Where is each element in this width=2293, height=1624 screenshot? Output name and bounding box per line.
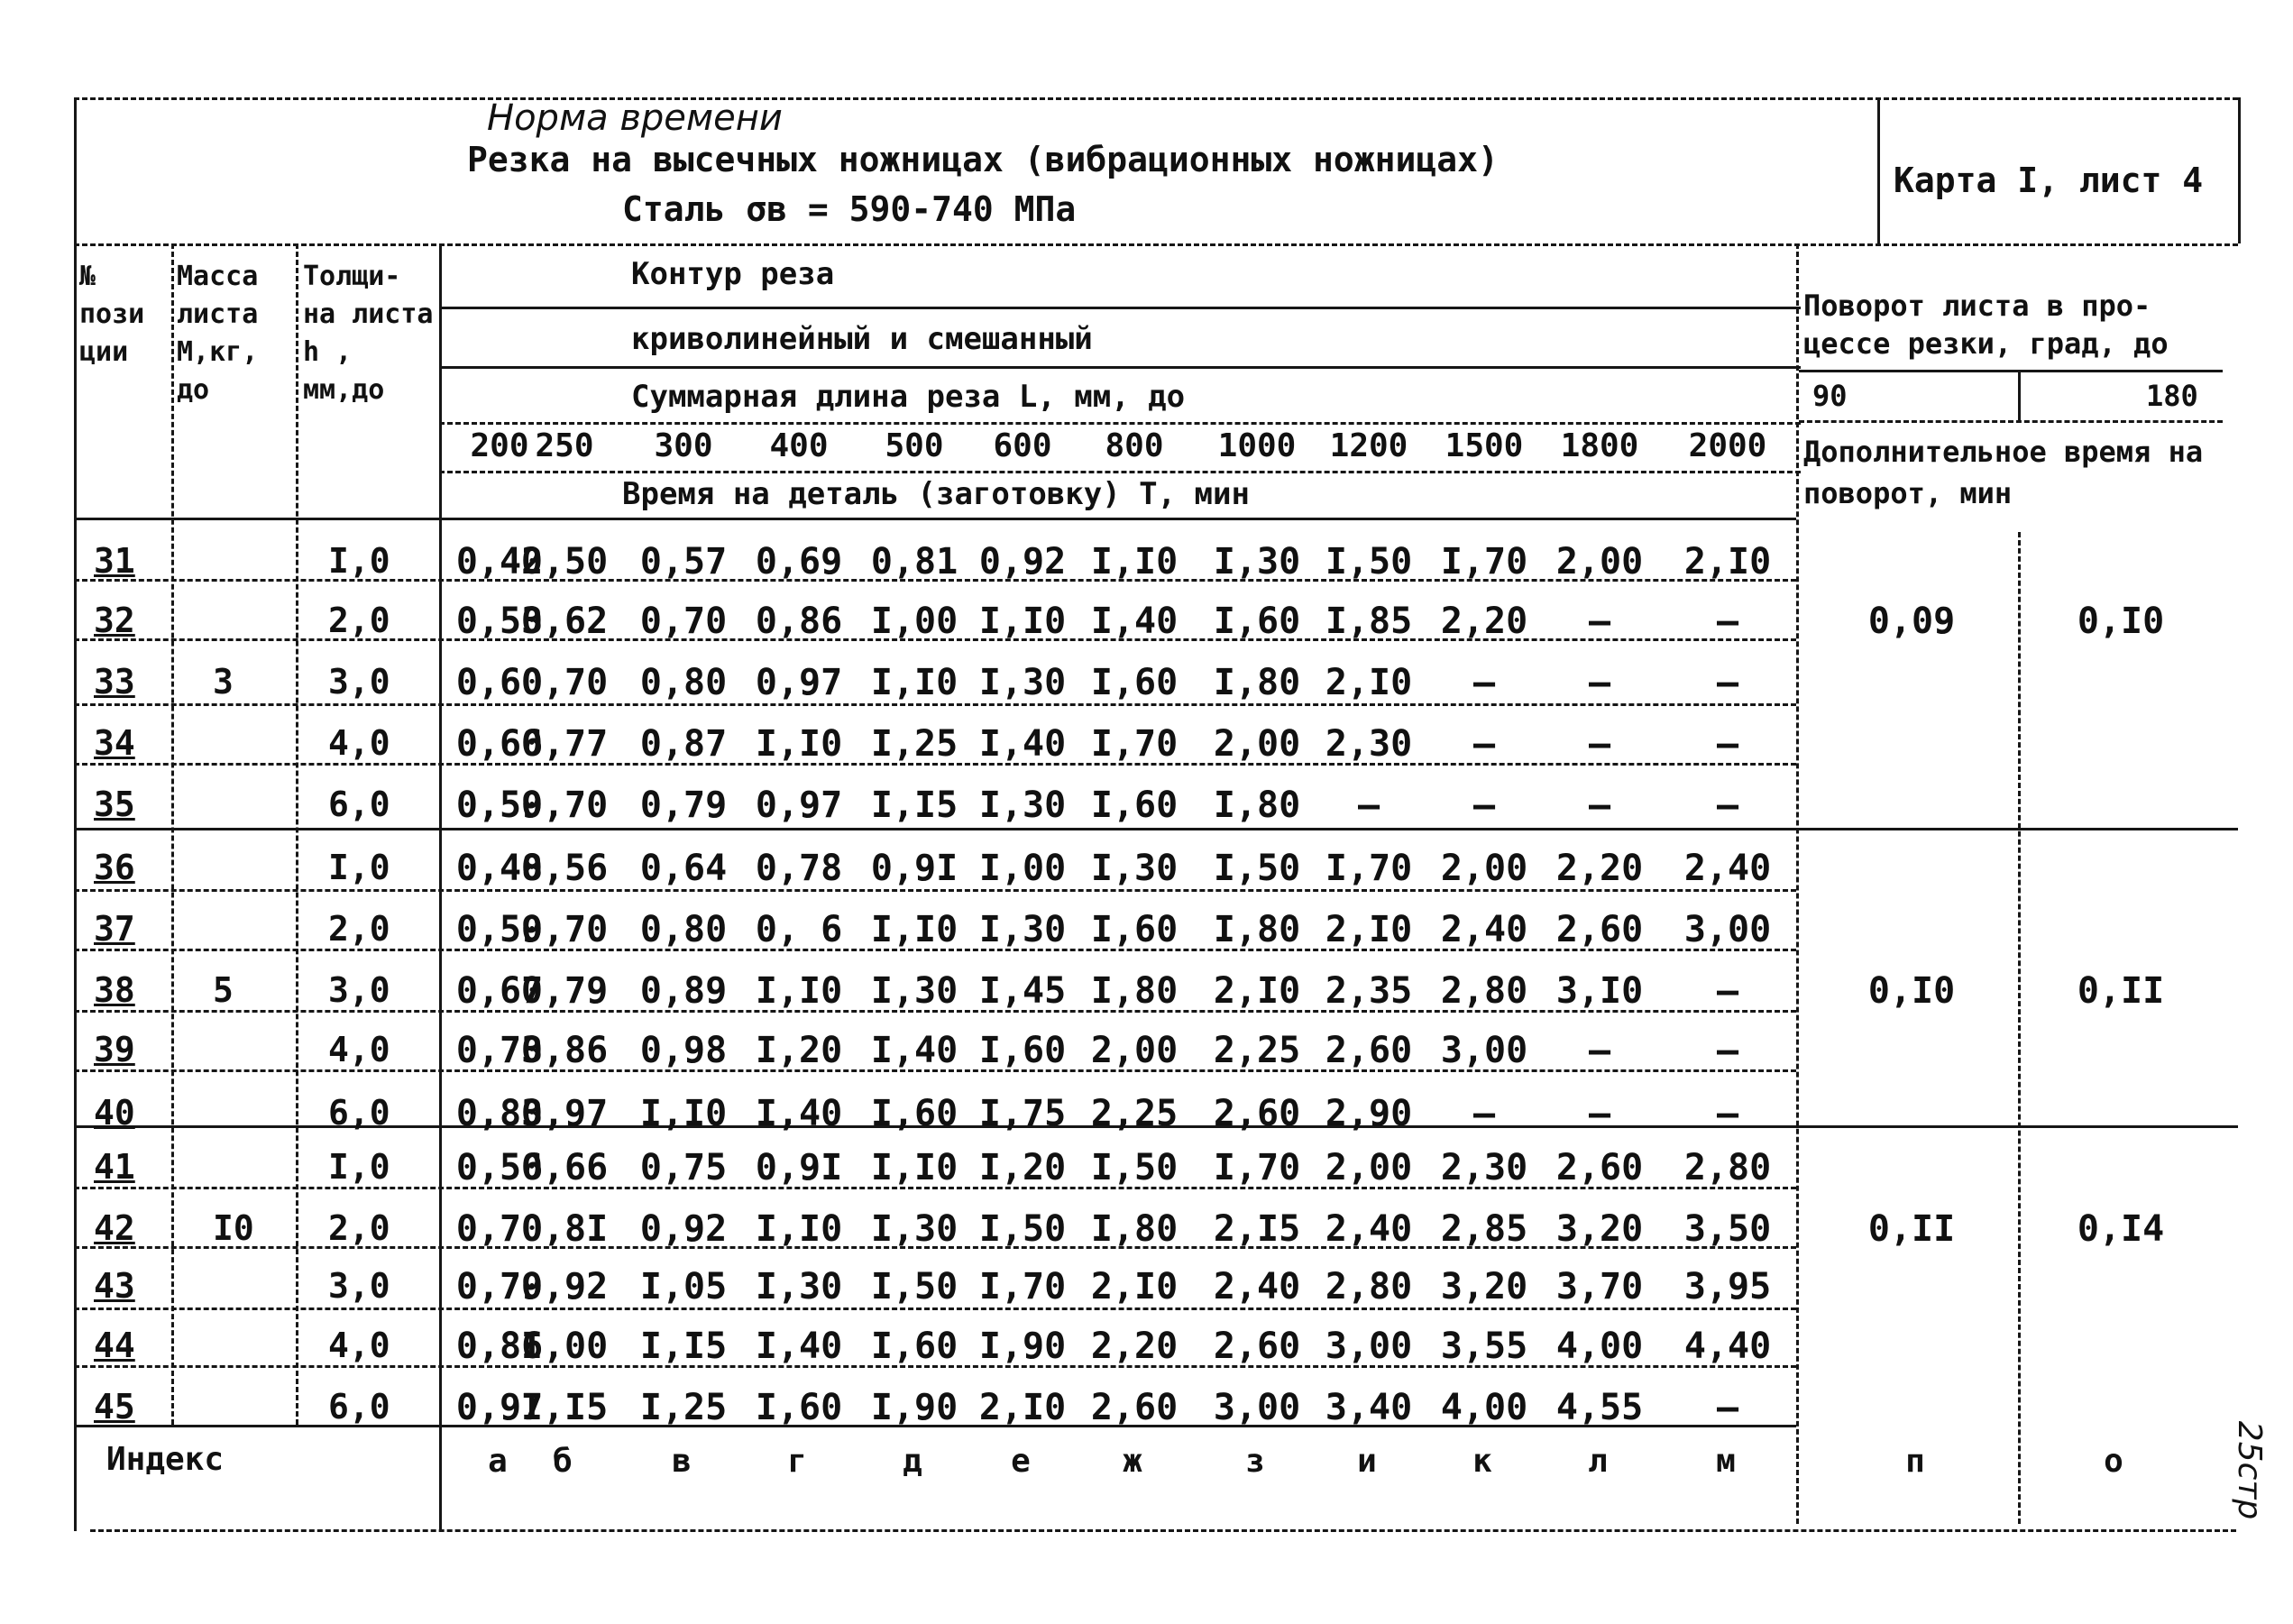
time-value: 2,85	[1440, 1208, 1528, 1250]
time-value: 0,92	[639, 1208, 728, 1250]
time-value: I,80	[1213, 784, 1301, 826]
rotation-180-time: 0,I0	[2077, 601, 2165, 642]
index-letter: п	[1905, 1443, 1925, 1480]
time-value: –	[1716, 662, 1739, 703]
time-value: 3,I0	[1555, 970, 1644, 1012]
time-value: I,I5	[520, 1387, 609, 1428]
index-letter: е	[1011, 1443, 1031, 1480]
time-value: 0,86	[455, 1326, 544, 1367]
time-value: I,05	[639, 1266, 728, 1307]
time-value: 2,60	[1213, 1093, 1301, 1134]
time-value: I,70	[1090, 723, 1179, 765]
header-line-1	[439, 307, 1801, 309]
time-value: 3,50	[1683, 1208, 1772, 1250]
time-value: I,80	[1213, 662, 1301, 703]
time-value: 2,35	[1325, 970, 1413, 1012]
time-value: 2,25	[1213, 1030, 1301, 1071]
time-value: 2,00	[1555, 541, 1644, 583]
time-value: 0,79	[520, 970, 609, 1012]
time-value: I,I0	[870, 1147, 958, 1188]
position-number: 31	[94, 541, 135, 581]
header-bottom-line	[74, 518, 1796, 520]
time-value: I,40	[755, 1326, 843, 1367]
time-value: I,30	[755, 1266, 843, 1307]
time-value: 0,66	[455, 723, 544, 765]
time-value: 2,80	[1683, 1147, 1772, 1188]
time-value: I,90	[978, 1326, 1067, 1367]
position-number: 34	[94, 723, 135, 763]
time-value: 0,66	[520, 1147, 609, 1188]
title-right-border	[1877, 97, 1880, 243]
length-header: Суммарная длина реза L, мм, до	[631, 379, 1186, 415]
time-value: 2,25	[1090, 1093, 1179, 1134]
time-value: 4,40	[1683, 1326, 1772, 1367]
position-header: № пози ции	[79, 261, 145, 368]
time-value: 0,60	[455, 662, 544, 703]
time-value: 0,70	[639, 601, 728, 642]
time-value: –	[1472, 662, 1496, 703]
time-value: 2,80	[1440, 970, 1528, 1012]
time-value: I,I0	[978, 601, 1067, 642]
left-border	[74, 97, 77, 1531]
time-value: 4,00	[1440, 1387, 1528, 1428]
time-value: –	[1716, 1093, 1739, 1134]
time-value: I,50	[1090, 1147, 1179, 1188]
time-value: 0, 6	[755, 909, 843, 950]
time-value: 0,70	[520, 784, 609, 826]
time-value: I,60	[870, 1326, 958, 1367]
time-value: 0,48	[455, 848, 544, 889]
thickness-header: Толщи- на листа h , мм,до	[303, 261, 434, 406]
time-value: I,30	[978, 662, 1067, 703]
time-value: 2,I5	[1213, 1208, 1301, 1250]
time-value: I,45	[978, 970, 1067, 1012]
time-value: 0,98	[639, 1030, 728, 1071]
rotation-90-time: 0,09	[1867, 601, 1956, 642]
time-value: I,I0	[755, 1208, 843, 1250]
time-value: 2,40	[1683, 848, 1772, 889]
thickness-col-line	[439, 243, 442, 1531]
values-right-line	[1796, 243, 1799, 1524]
card-reference: Карта I, лист 4	[1894, 161, 2204, 200]
index-letter: в	[672, 1443, 692, 1480]
time-value: I,70	[1325, 848, 1413, 889]
time-value: 2,I0	[1090, 1266, 1179, 1307]
time-value: 0,83	[455, 1093, 544, 1134]
time-value: 0,80	[639, 909, 728, 950]
time-value: I,I0	[1090, 541, 1179, 583]
time-value: 2,40	[1440, 909, 1528, 950]
position-number: 33	[94, 662, 135, 702]
time-value: 0,77	[520, 723, 609, 765]
time-value: 0,70	[520, 662, 609, 703]
time-value: 0,53	[455, 601, 544, 642]
time-value: 2,20	[1090, 1326, 1179, 1367]
length-value: 600	[993, 427, 1052, 464]
time-value: –	[1716, 970, 1739, 1012]
position-number: 38	[94, 970, 135, 1010]
time-value: 0,87	[639, 723, 728, 765]
time-value: 0,59	[455, 784, 544, 826]
time-value: I,50	[870, 1266, 958, 1307]
time-value: 2,30	[1440, 1147, 1528, 1188]
time-value: 0,9I	[755, 1147, 843, 1188]
thickness-value: I,0	[328, 848, 390, 887]
position-number: 39	[94, 1030, 135, 1069]
position-number: 36	[94, 848, 135, 887]
header-line-4	[439, 471, 1801, 473]
time-value: I,75	[978, 1093, 1067, 1134]
time-value: I,40	[755, 1093, 843, 1134]
time-value: I,40	[870, 1030, 958, 1071]
time-value: 0,70	[520, 909, 609, 950]
time-value: I,30	[978, 909, 1067, 950]
angle-header-line	[1799, 420, 2223, 423]
length-value: 1800	[1560, 427, 1639, 464]
time-value: 2,00	[1090, 1030, 1179, 1071]
time-value: I,60	[1090, 662, 1179, 703]
time-value: 3,00	[1325, 1326, 1413, 1367]
length-value: 1000	[1217, 427, 1297, 464]
time-value: –	[1588, 784, 1611, 826]
time-value: 0,8I	[520, 1208, 609, 1250]
time-value: –	[1588, 723, 1611, 765]
time-value: I,I0	[639, 1093, 728, 1134]
position-number: 40	[94, 1093, 135, 1133]
time-value: 2,90	[1325, 1093, 1413, 1134]
position-number: 43	[94, 1266, 135, 1306]
time-value: I,20	[978, 1147, 1067, 1188]
mass-header: Масса листа М,кг, до	[177, 261, 259, 406]
time-value: 0,62	[520, 601, 609, 642]
time-value: 0,56	[455, 1147, 544, 1188]
time-value: I,80	[1090, 970, 1179, 1012]
index-letter: г	[787, 1443, 807, 1480]
thickness-value: 2,0	[328, 909, 390, 949]
time-value: 0,97	[455, 1387, 544, 1428]
time-value: –	[1472, 1093, 1496, 1134]
length-value: 500	[885, 427, 944, 464]
time-value: I,50	[1213, 848, 1301, 889]
row-line	[74, 1307, 1796, 1310]
time-value: I,30	[1213, 541, 1301, 583]
index-letter: з	[1245, 1443, 1265, 1480]
contour-type: криволинейный и смешанный	[631, 321, 1093, 357]
time-value: I,00	[520, 1326, 609, 1367]
time-value: 0,59	[455, 909, 544, 950]
rotation-180-time: 0,I4	[2077, 1208, 2165, 1250]
time-value: I,80	[1213, 909, 1301, 950]
time-value: I,25	[870, 723, 958, 765]
length-value: 1200	[1329, 427, 1408, 464]
thickness-value: 6,0	[328, 784, 390, 824]
time-value: 0,97	[520, 1093, 609, 1134]
time-value: I,00	[978, 848, 1067, 889]
time-value: I,85	[1325, 601, 1413, 642]
time-value: I,40	[1090, 601, 1179, 642]
time-value: 0,79	[455, 1266, 544, 1307]
time-value: 3,00	[1440, 1030, 1528, 1071]
time-value: I,25	[639, 1387, 728, 1428]
time-value: 0,97	[755, 662, 843, 703]
time-value: 0,86	[755, 601, 843, 642]
time-value: 2,60	[1325, 1030, 1413, 1071]
page-note: 25стр	[2231, 1420, 2269, 1520]
thickness-value: 2,0	[328, 1208, 390, 1248]
time-value: I,70	[1440, 541, 1528, 583]
time-value: I,I5	[639, 1326, 728, 1367]
index-letter: м	[1716, 1443, 1736, 1480]
time-value: 2,60	[1555, 909, 1644, 950]
time-value: 0,81	[870, 541, 958, 583]
length-value: 200	[470, 427, 529, 464]
time-value: –	[1588, 1030, 1611, 1071]
time-value: 0,79	[639, 784, 728, 826]
thickness-value: 4,0	[328, 723, 390, 763]
contour-header: Контур реза	[631, 256, 835, 292]
index-bottom-line	[90, 1529, 2236, 1532]
length-value: 800	[1105, 427, 1164, 464]
time-value: 3,00	[1213, 1387, 1301, 1428]
thickness-value: I,0	[328, 1147, 390, 1187]
time-value: 0,92	[520, 1266, 609, 1307]
time-value: I,30	[1090, 848, 1179, 889]
time-value: –	[1716, 1030, 1739, 1071]
card-right-border	[2238, 97, 2241, 243]
time-value: –	[1588, 1093, 1611, 1134]
angle-180-header: 180	[2146, 379, 2198, 413]
time-value: I,60	[870, 1093, 958, 1134]
title-bottom-line	[74, 243, 2238, 246]
time-header: Время на деталь (заготовку) Т, мин	[622, 476, 1250, 512]
position-number: 45	[94, 1387, 135, 1427]
rotation-90-time: 0,I0	[1867, 970, 1956, 1012]
length-value: 250	[535, 427, 594, 464]
time-value: 3,40	[1325, 1387, 1413, 1428]
time-value: 0,92	[978, 541, 1067, 583]
time-value: 4,55	[1555, 1387, 1644, 1428]
time-value: 2,I0	[1325, 662, 1413, 703]
time-value: I,I0	[870, 662, 958, 703]
time-value: 2,60	[1090, 1387, 1179, 1428]
time-value: 2,00	[1325, 1147, 1413, 1188]
position-number: 41	[94, 1147, 135, 1187]
time-value: 0,97	[755, 784, 843, 826]
time-value: –	[1472, 784, 1496, 826]
time-value: I,50	[978, 1208, 1067, 1250]
time-value: 0,70	[455, 1208, 544, 1250]
time-value: 0,75	[639, 1147, 728, 1188]
time-value: –	[1716, 601, 1739, 642]
mass-value: 5	[213, 970, 234, 1010]
thickness-value: 4,0	[328, 1030, 390, 1069]
index-letter: и	[1357, 1443, 1377, 1480]
time-value: I,20	[755, 1030, 843, 1071]
time-value: –	[1472, 723, 1496, 765]
time-value: 2,40	[1325, 1208, 1413, 1250]
time-value: 0,64	[639, 848, 728, 889]
time-value: 2,00	[1440, 848, 1528, 889]
time-value: I,30	[978, 784, 1067, 826]
index-letter: ж	[1123, 1443, 1142, 1480]
time-value: I,60	[1090, 784, 1179, 826]
index-letter: к	[1472, 1443, 1492, 1480]
time-value: 2,60	[1555, 1147, 1644, 1188]
time-value: I,60	[978, 1030, 1067, 1071]
time-value: 0,80	[639, 662, 728, 703]
time-value: I,70	[1213, 1147, 1301, 1188]
time-value: I,I0	[755, 970, 843, 1012]
thickness-value: 4,0	[328, 1326, 390, 1365]
thickness-value: 3,0	[328, 662, 390, 702]
time-value: 3,20	[1440, 1266, 1528, 1307]
mass-value: 3	[213, 662, 234, 702]
time-value: –	[1588, 601, 1611, 642]
time-value: –	[1716, 784, 1739, 826]
time-value: 2,I0	[978, 1387, 1067, 1428]
length-value: 1500	[1445, 427, 1524, 464]
time-value: I,40	[978, 723, 1067, 765]
time-value: 2,20	[1440, 601, 1528, 642]
time-value: 2,00	[1213, 723, 1301, 765]
time-value: 2,80	[1325, 1266, 1413, 1307]
group-line-1	[74, 828, 2238, 830]
thickness-value: 3,0	[328, 1266, 390, 1306]
time-value: I,30	[870, 1208, 958, 1250]
time-value: I,I0	[755, 723, 843, 765]
time-value: 0,86	[520, 1030, 609, 1071]
handwritten-title: Норма времени	[487, 97, 783, 139]
time-value: 4,00	[1555, 1326, 1644, 1367]
index-letter: б	[553, 1443, 573, 1480]
time-value: I,90	[870, 1387, 958, 1428]
time-value: 0,67	[455, 970, 544, 1012]
time-value: I,50	[1325, 541, 1413, 583]
index-label: Индекс	[106, 1441, 225, 1478]
time-value: 3,55	[1440, 1326, 1528, 1367]
operation-title: Резка на высечных ножницах (вибрационных ножницах)	[467, 140, 1499, 179]
angle-divider	[2018, 370, 2021, 420]
time-value: 2,30	[1325, 723, 1413, 765]
thickness-value: 6,0	[328, 1093, 390, 1133]
rotation-180-time: 0,II	[2077, 970, 2165, 1012]
material-title: Сталь σв = 590-740 МПа	[622, 189, 1077, 229]
thickness-value: 2,0	[328, 601, 390, 640]
index-letter: а	[488, 1443, 508, 1480]
time-value: 2,I0	[1325, 909, 1413, 950]
time-value: 2,I0	[1683, 541, 1772, 583]
time-value: 0,78	[755, 848, 843, 889]
time-value: –	[1588, 662, 1611, 703]
rotation-header: Поворот листа в про- цессе резки, град, до	[1803, 289, 2169, 361]
time-value: 0,57	[639, 541, 728, 583]
time-value: 2,I0	[1213, 970, 1301, 1012]
time-value: 0,56	[520, 848, 609, 889]
position-number: 42	[94, 1208, 135, 1248]
header-line-3	[439, 422, 1801, 425]
angle-90-header: 90	[1812, 379, 1848, 413]
index-letter: о	[2104, 1443, 2123, 1480]
thickness-value: 6,0	[328, 1387, 390, 1427]
time-value: 2,60	[1213, 1326, 1301, 1367]
index-letter: д	[903, 1443, 922, 1480]
position-number: 35	[94, 784, 135, 824]
position-number: 44	[94, 1326, 135, 1365]
position-number: 37	[94, 909, 135, 949]
time-value: –	[1357, 784, 1380, 826]
time-value: 2,20	[1555, 848, 1644, 889]
row-line	[74, 703, 1796, 706]
length-value: 400	[769, 427, 829, 464]
length-value: 2000	[1688, 427, 1767, 464]
time-value: 3,70	[1555, 1266, 1644, 1307]
row-line	[74, 889, 1796, 892]
time-value: I,60	[1090, 909, 1179, 950]
time-value: I,I0	[870, 909, 958, 950]
time-value: I,00	[870, 601, 958, 642]
extra-divider-line	[2018, 532, 2021, 1524]
extra-time-header: Дополнительное время на поворот, мин	[1803, 435, 2204, 510]
time-value: 3,00	[1683, 909, 1772, 950]
length-value: 300	[654, 427, 713, 464]
time-value: 3,20	[1555, 1208, 1644, 1250]
time-value: 0,42	[455, 541, 544, 583]
index-letter: л	[1588, 1443, 1608, 1480]
time-value: 0,69	[755, 541, 843, 583]
time-value: I,80	[1090, 1208, 1179, 1250]
time-value: 0,73	[455, 1030, 544, 1071]
time-value: I,I5	[870, 784, 958, 826]
time-value: I,30	[870, 970, 958, 1012]
time-value: I,60	[755, 1387, 843, 1428]
time-value: 0,9I	[870, 848, 958, 889]
time-value: 0,50	[520, 541, 609, 583]
rotation-90-time: 0,II	[1867, 1208, 1956, 1250]
time-value: 2,40	[1213, 1266, 1301, 1307]
time-value: I,70	[978, 1266, 1067, 1307]
thickness-value: 3,0	[328, 970, 390, 1010]
position-number: 32	[94, 601, 135, 640]
mass-value: I0	[213, 1208, 254, 1248]
time-value: –	[1716, 1387, 1739, 1428]
time-value: –	[1716, 723, 1739, 765]
header-line-2	[439, 366, 1801, 369]
time-value: 0,89	[639, 970, 728, 1012]
thickness-value: I,0	[328, 541, 390, 581]
rotation-header-line	[1799, 370, 2223, 372]
time-value: I,60	[1213, 601, 1301, 642]
top-border	[74, 97, 2238, 100]
time-value: 3,95	[1683, 1266, 1772, 1307]
